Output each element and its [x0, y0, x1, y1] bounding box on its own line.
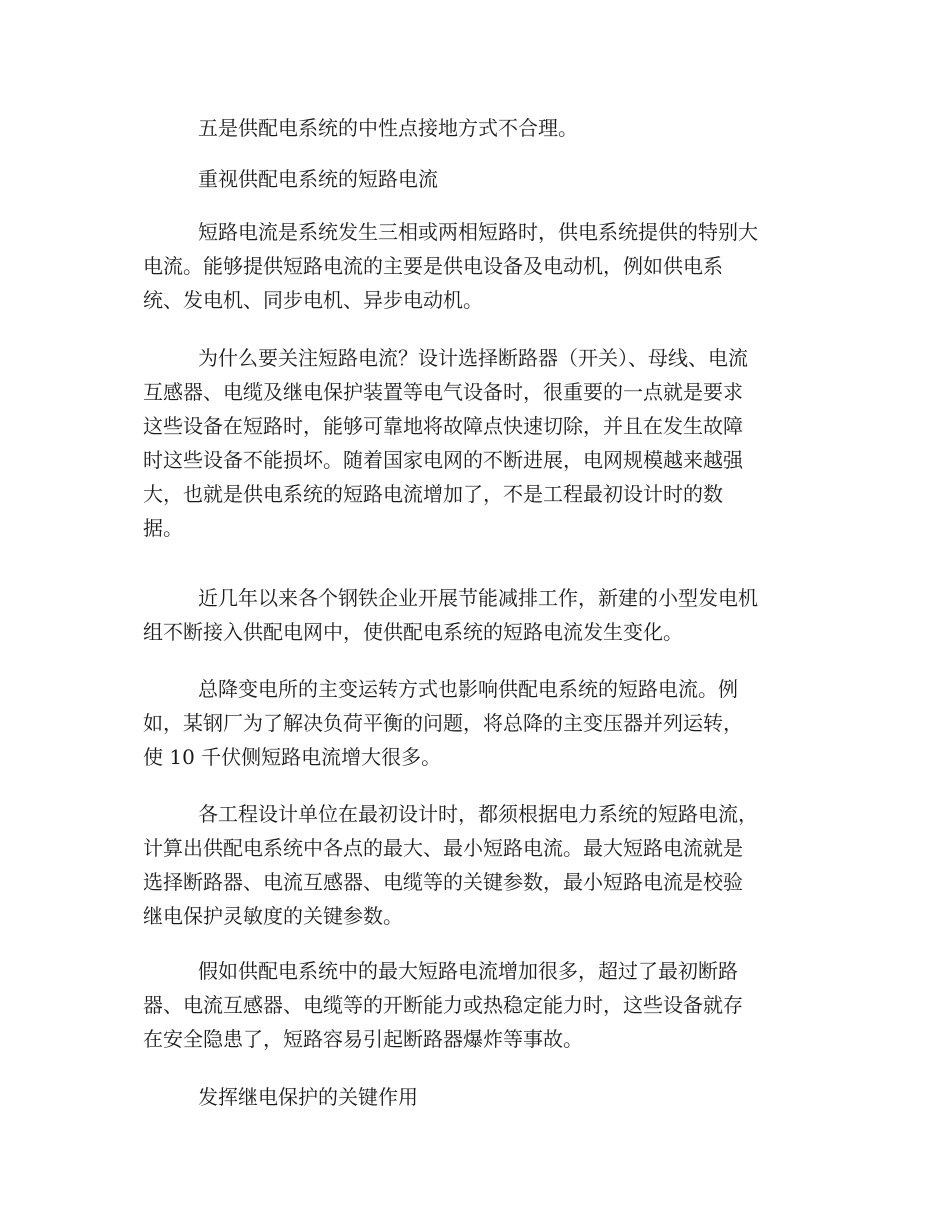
text-line: 发挥继电保护的关键作用: [198, 1085, 418, 1109]
text-line: 如，某钢厂为了解决负荷平衡的问题，将总降的主变压器并列运转，: [143, 711, 743, 735]
paragraph-generators: [143, 581, 809, 649]
text-line: 互感器、电缆及继电保护装置等电气设备时，很重要的一点就是要求: [143, 380, 743, 404]
heading-relay-protection: [143, 1080, 809, 1114]
text-line: 短路电流是系统发生三相或两相短路时，供电系统提供的特别大: [198, 220, 758, 244]
text-line: 继电保护灵敏度的关键参数。: [143, 904, 403, 928]
text-line: 选择断路器、电流互感器、电缆等的关键参数，最小短路电流是校验: [143, 870, 743, 894]
paragraph-transformer: [143, 672, 809, 774]
text-line: 器、电流互感器、电缆等的开断能力或热稳定能力时，这些设备就存: [143, 993, 743, 1017]
text-line: 电流。能够提供短路电流的主要是供电设备及电动机，例如供电系: [143, 254, 723, 278]
text-line: 假如供配电系统中的最大短路电流增加很多，超过了最初断路: [198, 959, 738, 983]
paragraph-why: [143, 341, 809, 545]
text-line: 在安全隐患了，短路容易引起断路器爆炸等事故。: [143, 1027, 583, 1051]
text-line: 为什么要关注短路电流？设计选择断路器（开关）、母线、电流: [198, 346, 748, 370]
text-line: 计算出供配电系统中各点的最大、最小短路电流。最大短路电流就是: [143, 836, 743, 860]
text-line: 据。: [143, 516, 183, 540]
text-line: 时这些设备不能损坏。随着国家电网的不断进展，电网规模越来越强: [143, 448, 743, 472]
text-line: 各工程设计单位在最初设计时，都须根据电力系统的短路电流，: [198, 802, 758, 826]
text-line: 近几年以来各个钢铁企业开展节能减排工作，新建的小型发电机: [198, 586, 758, 610]
paragraph-definition: [143, 215, 809, 317]
paragraph-grounding: [143, 111, 809, 145]
text-line: 大，也就是供电系统的短路电流增加了，不是工程最初设计时的数: [143, 482, 723, 506]
text-line: 重视供配电系统的短路电流: [198, 167, 438, 191]
text-line: 这些设备在短路时，能够可靠地将故障点快速切除，并且在发生故障: [143, 414, 743, 438]
text-line: 组不断接入供配电网中，使供配电系统的短路电流发生变化。: [143, 620, 683, 644]
text-line: 使 10 千伏侧短路电流增大很多。: [143, 745, 442, 769]
text-line: 统、发电机、同步电机、异步电动机。: [143, 288, 483, 312]
heading-short-circuit-current: [143, 162, 809, 196]
text-line: 五是供配电系统的中性点接地方式不合理。: [198, 116, 578, 140]
text-line: 总降变电所的主变运转方式也影响供配电系统的短路电流。例: [198, 677, 738, 701]
paragraph-hazard: [143, 954, 809, 1056]
paragraph-design: [143, 797, 809, 933]
